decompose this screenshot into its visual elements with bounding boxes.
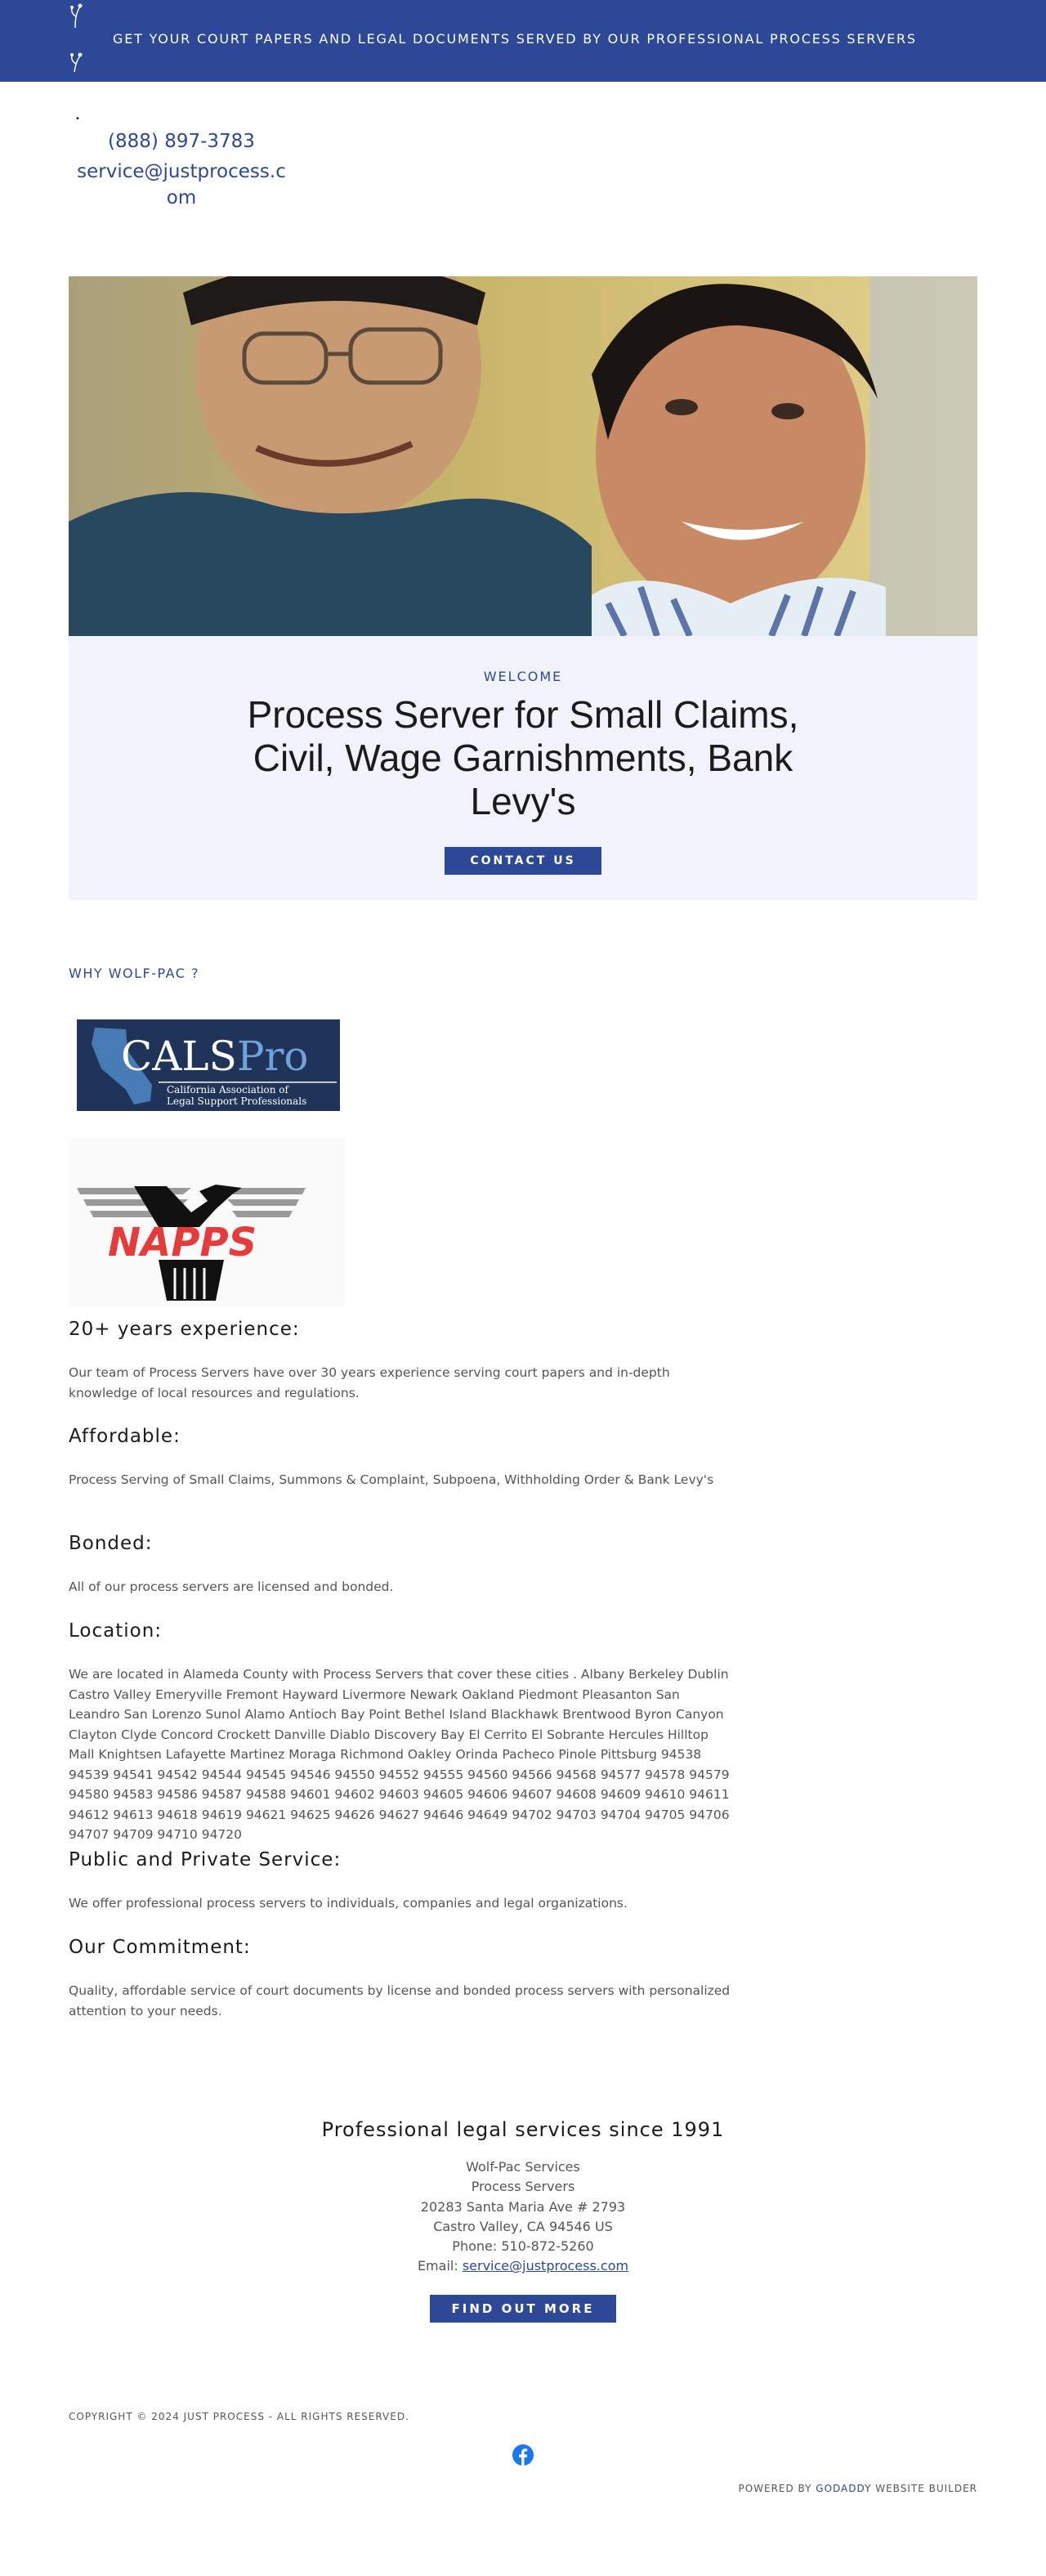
banner-text: GET YOUR COURT PAPERS AND LEGAL DOCUMENTS SERVED BY OUR PROFESSIONAL PROCESS SERVERS — [113, 31, 917, 47]
footer-heading: Professional legal services since 1991 — [321, 2118, 725, 2141]
calspro-logo-graphic — [77, 1019, 340, 1111]
page-footer — [0, 2331, 1046, 2576]
section-title: Bonded: — [69, 1533, 153, 1554]
hero-image — [69, 276, 977, 636]
welcome-label: WELCOME — [483, 669, 563, 684]
hero-section — [69, 276, 977, 900]
section-body: Process Serving of Small Claims, Summons & Complaint, Subpoena, Withholding Order & Bank Levy's — [69, 1472, 714, 1487]
flower-icon — [69, 46, 85, 74]
section-service — [69, 1849, 731, 1914]
calspro-logo-text: CALSPro — [121, 1033, 309, 1080]
why-heading: WHY WOLF-PAC ? — [69, 965, 200, 981]
powered-prefix: POWERED BY — [738, 2483, 816, 2494]
section-body: All of our process servers are licensed and bonded. — [69, 1579, 394, 1594]
copyright: COPYRIGHT © 2024 JUST PROCESS - ALL RIGHTS RESERVED. — [69, 2411, 409, 2422]
banner-icons — [69, 2, 85, 90]
section-title: Our Commitment: — [69, 1937, 251, 1958]
email-label: Email: — [417, 2258, 463, 2274]
flower-icon — [69, 2, 85, 29]
section-title: Location: — [69, 1620, 163, 1642]
address-city: Castro Valley, CA 94546 US — [433, 2218, 613, 2234]
hero-panel — [69, 636, 977, 900]
announcement-banner — [0, 0, 1046, 82]
why-section — [69, 900, 739, 2069]
napps-logo — [69, 1137, 345, 1307]
section-title: Public and Private Service: — [69, 1849, 342, 1870]
footer-email-link[interactable]: service@justprocess.com — [462, 2258, 629, 2274]
bullet: • — [75, 114, 80, 123]
godaddy-link[interactable]: GODADDY — [816, 2483, 872, 2494]
hero-title: Process Server for Small Claims, Civil, Wage Garnishments, Bank Levy's — [247, 693, 799, 822]
phone-text: Phone: 510-872-5260 — [452, 2238, 594, 2255]
section-body: We are located in Alameda County with Process Servers that cover these cities . Albany Berkeley Dublin Castro Valley Emeryville Fremont Hayward Livermore Newark Oakland Piedmont Pleasanton San Leandro San Lorenzo Sunol Alamo Antioch Bay Point Bethel Island Blackhawk Brentwood Byron Canyon Clayton Clyde Concord Crockett Danville Diablo Discovery Bay El Cerrito El Sobrante Hercules Hilltop Mall Knightsen Lafayette Martinez Moraga Richmond Oakley Orinda Pacheco Pinole Pittsburg 94538 94539 94541 94542 94544 94545 94546 94550 94552 94555 94560 94566 94568 94577 94578 94579 94580 94583 94586 94587 94588 94601 94602 94603 94605 94606 94607 94608 94609 94610 94611 94612 94613 94618 94619 94621 94625 94626 94627 94646 94649 94702 94703 94704 94705 94706 94707 94709 94710 94720 — [69, 1667, 730, 1842]
address-street: 20283 Santa Maria Ave # 2793 — [420, 2198, 626, 2215]
powered-by — [738, 2483, 977, 2494]
powered-suffix: WEBSITE BUILDER — [871, 2483, 977, 2494]
section-bonded — [69, 1533, 731, 1597]
email-link[interactable]: service@justprocess.com — [77, 161, 286, 208]
calspro-logo — [77, 1019, 340, 1111]
section-title: 20+ years experience: — [69, 1319, 300, 1340]
hero-photo-illustration — [69, 276, 977, 636]
company-name: Wolf-Pac Services — [466, 2159, 580, 2175]
find-out-more-button[interactable]: FIND OUT MORE — [430, 2295, 616, 2323]
section-commitment — [69, 1937, 731, 2021]
calspro-sub-2: Legal Support Professionals — [167, 1095, 307, 1107]
contact-us-button[interactable]: CONTACT US — [445, 847, 601, 875]
phone-link[interactable]: (888) 897-3783 — [108, 131, 255, 152]
section-body: We offer professional process servers to individuals, companies and legal organizations. — [69, 1896, 628, 1911]
header-contact — [0, 82, 1046, 276]
contact-info-section — [0, 2118, 1046, 2331]
section-body: Our team of Process Servers have over 30 years experience serving court papers and in-depth knowledge of local resources and regulations. — [69, 1365, 670, 1400]
section-title: Affordable: — [69, 1426, 181, 1447]
section-location — [69, 1620, 731, 1845]
facebook-icon — [512, 2444, 534, 2466]
section-body: Quality, affordable service of court documents by license and bonded process servers with personalized attention to your needs. — [69, 1983, 731, 2018]
facebook-link[interactable] — [512, 2444, 534, 2466]
email-line — [0, 2256, 1046, 2276]
section-affordable — [69, 1426, 731, 1490]
company-type: Process Servers — [471, 2179, 575, 2195]
napps-logo-graphic — [69, 1137, 345, 1307]
calspro-sub-1: California Association of — [167, 1084, 288, 1095]
section-experience — [69, 1319, 731, 1403]
napps-logo-text: NAPPS — [108, 1220, 257, 1266]
address-block — [0, 2157, 1046, 2277]
